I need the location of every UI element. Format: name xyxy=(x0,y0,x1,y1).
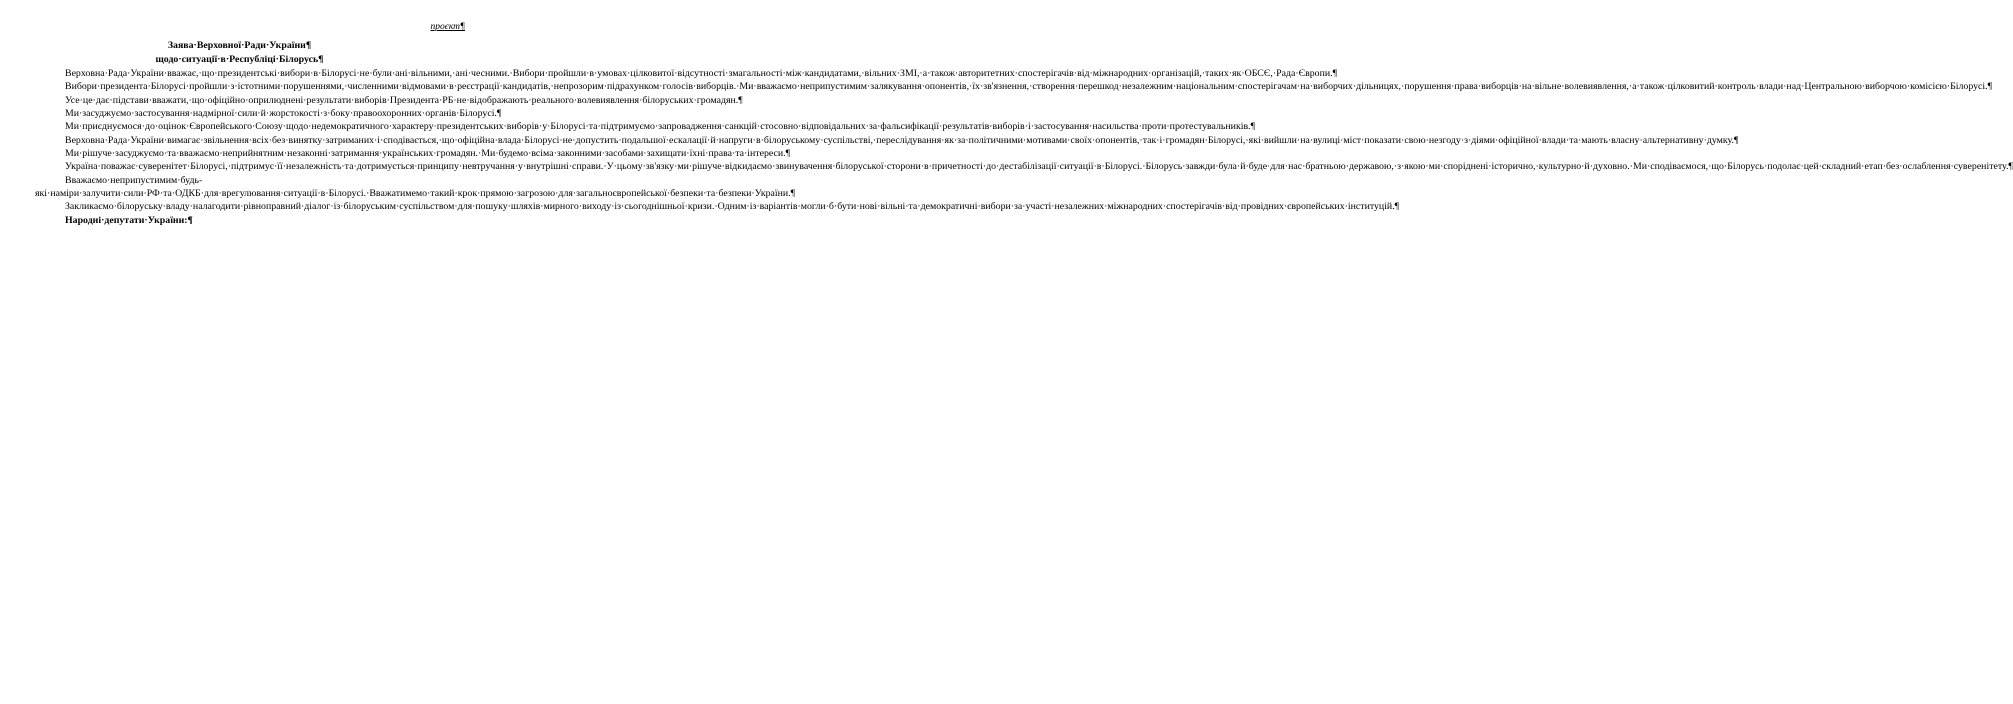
document-body xyxy=(35,67,2013,227)
paragraph-7: Ми·рішуче·засуджуємо·та·вважаємо·неприйнятним·незаконні·затримання·українських·громадян.·Ми·будемо·всіма·законними·засобами·захищати·їхні·права·та·інтереси.¶ xyxy=(65,148,791,160)
title-line-2: щодо·ситуації·в·Республіці·Білорусь¶ xyxy=(155,53,324,65)
paragraph-6: Верховна·Рада·України·вимагає·звільнення·всіх·без·винятку·затриманих·і·сподівається,·що·офіційна·влада·Білорусі·не·допустить·подальшої·ескалації·й·напруги·в·білоруському·суспільстві,·переслідування·як·за·політичними·мотивами·своїх·опонентів,·так·і·громадян·Білорусі,·які·вийшли·на·вулиці·міст·показати·свою·незгоду·з·діями·офіційної·влади·та·мають·власну·альтернативну·думку.¶ xyxy=(65,134,1739,146)
document-title xyxy=(36,39,443,66)
paragraph-8: Україна·поважає·суверенітет·Білорусі,·підтримує·її·незалежність·та·дотримується·принципу·невтручання·у·внутрішні·справи.·У·цьому·зв'язку·ми·рішуче·відкидаємо·звинувачення·білоруської·сторони·в·причетності·до·дестабілізації·ситуації·в·Білорусі.·Білорусь·завжди·була·й·буде·для·нас·братньою·державою,·з·якою·ми·споріднені·історично,·культурно·й·духовно.·Ми·сподіваємося,·що·Білорусь·подолає·цей·складний·етап·без·ослаблення·суверенітету.¶ xyxy=(65,161,2013,173)
title-line-1: Заява·Верховної·Ради·України¶ xyxy=(167,40,312,51)
paragraph-4: Ми·засуджуємо·застосування·надмірної·сили·й·жорстокості·з·боку·правоохоронних·органів·Білорусі.¶ xyxy=(65,108,502,120)
paragraph-3: Усе·це·дає·підстави·вважати,·що·офіційно·оприлюднені·результати·виборів·Президента·РБ·не·відображають·реального·волевиявлення·білоруських·громадян.¶ xyxy=(65,94,743,106)
draft-stamp: проєкт¶ xyxy=(430,22,465,32)
signature-line: Народні·депутати·України:¶ xyxy=(65,214,193,226)
paragraph-9: Вважаємо·неприпустимим·будь-які·наміри·залучити·сили·РФ·та·ОДКБ·для·врегулювання·ситуації·в·Білорусі.·Вважатимемо·такий·крок·прямою·загрозою·для·загальноєвропейської·безпеки·та·безпеки·України.¶ xyxy=(35,174,796,200)
paragraph-1: Верховна·Рада·України·вважає,·що·президентські·вибори·в·Білорусі·не·були·ані·вільними,·ані·чесними.·Вибори·пройшли·в·умовах·цілковитої·відсутності·змагальності·між·кандидатами,·вільних·ЗМІ,·а·також·авторитетних·спостерігачів·від·міжнародних·організацій,·таких·як·ОБСЄ,·Рада·Європи.¶ xyxy=(65,68,1338,79)
paragraph-2: Вибори·президента·Білорусі·пройшли·з·істотними·порушеннями,·численними·відмовами·в·реєстрації·кандидатів,·непрозорим·підрахунком·голосів·виборців.·Ми·вважаємо·неприпустимим·залякування·опонентів,·їх·зв'язнення,·створення·перешкод·незалежним·національним·спостерігачам·на·виборчих·дільницях,·порушення·права·виборців·на·вільне·волевиявлення,·а·також·цілковитий·контроль·влади·над·Центральною·виборчою·комісією·Білорусі.¶ xyxy=(65,81,1993,93)
paragraph-5: Ми·приєднуємося·до·оцінок·Європейського·Союзу·щодо·недемократичного·характеру·президентських·виборів·у·Білорусі·та·підтримуємо·запровадження·санкцій·стосовно·відповідальних·за·фальсифікації·результатів·виборів·і·застосування·насильства·проти·протестувальників.¶ xyxy=(65,121,1256,133)
paragraph-10: Закликаємо·білоруську·владу·налагодити·рівноправний·діалог·із·білоруським·суспільством·для·пошуку·шляхів·мирного·виходу·із·сьогоднішньої·кризи.·Одним·із·варіантів·могли·б·бути·нові·вільні·та·демократичні·вибори·за·участі·незалежних·міжнародних·спостерігачів·від·провідних·європейських·інституцій.¶ xyxy=(65,201,1400,213)
